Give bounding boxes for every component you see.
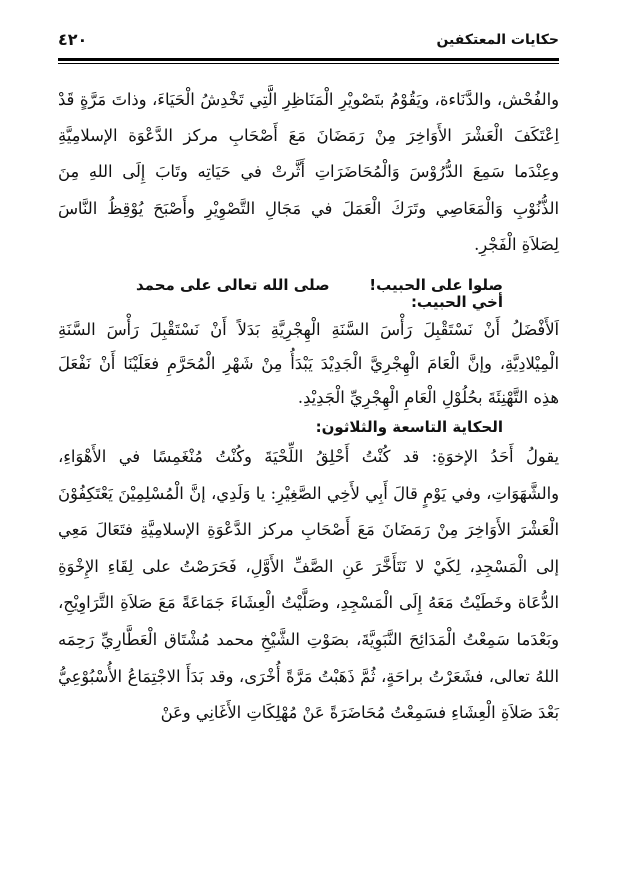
header-thin-rule <box>58 63 559 64</box>
salawat-call: صلوا على الحبيب! <box>369 276 503 295</box>
paragraph-story: يقولُ أَحَدُ الإخوَةِ: قد كُنْتُ أَحْلِقُ اللِّحْيَةَ وكُنْتُ مُنْغَمِسًا في الأَهْوَاءِ، والشَّهَوَاتِ، وفي يَوْمٍ قالَ أَبِي لأَخِي الصَّغِيْرِ: يا وَلَدِي، إنَّ الْمُسْلِمِيْنَ يَعْتَكِفُوْنَ الْعَشْرَ الأَوَاخِرَ مِنْ رَمَضَانَ مَعَ أَصْحَابِ مركز الدَّعْوَةِ الإسلامِيَّةِ فتَعَالَ مَعِي إلى الْمَسْجِدِ، لِكَيْ لا نَتَأَخَّرَ عَنِ الصَّفِّ الأَوَّلِ، فَحَرَصْتُ على لِقَاءِ الإِخْوَةِ الدُّعَاة وخَطَيْتُ مَعَهُ إِلَى الْمَسْجِدِ، وصَلَّيْتُ الْعِشَاءَ جَمَاعَةً مَعَ صَلاَةِ التَّرَاوِيْحِ، وبَعْدَما سَمِعْتُ الْمَدَائِحَ النَّبَوِيَّةَ، بصَوْتِ الشَّيْخِ محمد مُشْتَاق الْعَطَّارِيِّ رَحِمَه اللهُ تعالى، فشَعَرْتُ براحَةٍ، ثُمَّ ذَهَبْتُ مَرَّةً أُخْرَى، وقد بَدَأَ الاجْتِمَاعُ الأُسْبُوْعِيُّ بَعْدَ صَلاَةِ الْعِشَاءِ فسَمِعْتُ مُحَاضَرَةً عَنْ مُهْلِكَاتِ الأَغَانِي وعَنْ <box>58 447 559 723</box>
paragraph-opening: والفُحْش، والدَّنَاءة، ويَقُوْمُ بتَصْويْرِ الْمَنَاظِرِ الَّتِي تَخْدِشُ الْحَيَاءَ، وذاتَ مَرَّةٍ قَدْ اِعْتَكَفَ الْعَشْرَ الأَوَاخِرَ مِنْ رَمَضَانَ مَعَ أَصْحَابِ مركز الدَّعْوَة الإسلامِيَّةِ وعِنْدَما سَمِعَ الدُّرُوْسَ وَالْمُحَاضَرَاتِ أَثَّرتْ في حَيَاتِه وتَابَ إِلَى اللهِ مِنَ الذُّنُوْبِ وَالْمَعَاصِي وتَرَكَ الْعَمَلَ في مَجَالِ التَّصْوِيْرِ وأَصْبَحَ يُوْقِظُ النَّاسَ لِصَلاَةِ الْفَجْرِ. <box>58 90 559 254</box>
running-title: حكايات المعتكفين <box>436 32 559 48</box>
salawat-line <box>58 265 559 295</box>
page-number: ٤٢٠ <box>58 30 88 49</box>
akhi-heading: أخي الحبيب: <box>410 293 503 312</box>
header-thick-rule <box>58 58 559 61</box>
page-body <box>58 82 559 732</box>
paragraph-hijri: اَلأَفْضَلُ أَنْ نَسْتَقْبِلَ رَأْسَ السَّنَةِ الْهِجْرِيَّةِ بَدَلاً أَنْ نَسْتَقْبِلَ رَأْسَ السَّنَةِ الْمِيْلادِيَّةِ، وإنَّ الْعَامَ الْهِجْرِيَّ الْجَدِيْدَ يَبْدَأُ مِنْ شَهْرِ الْمُحَرَّمِ فعَلَيْنَا أَنْ نَفْعَلَ هذِه التَّهْنِئَةَ بحُلُوْلِ الْعَامِ الْهِجْرِيِّ الْجَدِيْدِ. <box>58 320 559 408</box>
story-heading: الحكاية التاسعة والثلاثون: <box>315 418 503 437</box>
page-header <box>58 30 559 56</box>
salawat-response: صلى الله تعالى على محمد <box>136 276 330 295</box>
